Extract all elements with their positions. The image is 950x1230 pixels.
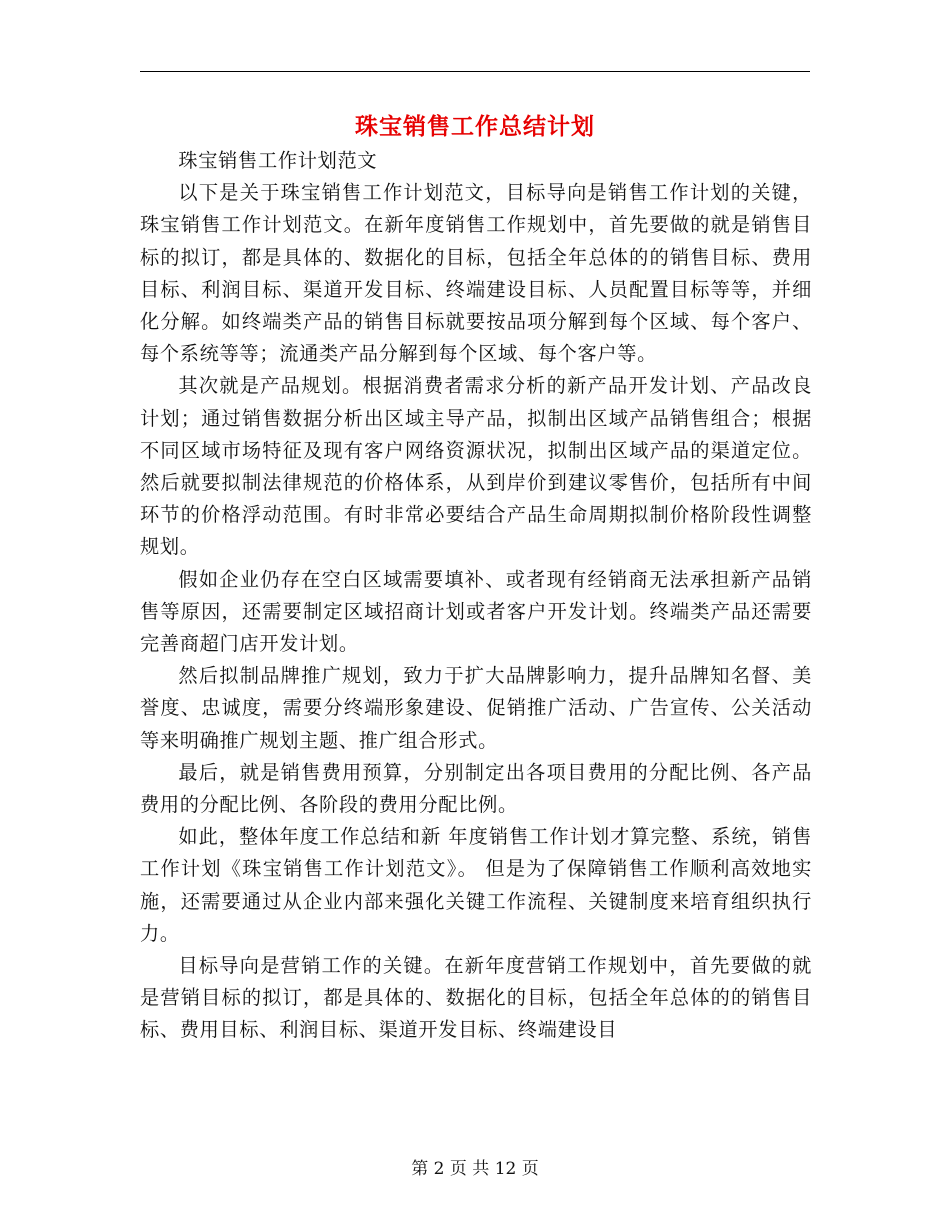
document-body (140, 145, 812, 1047)
page-number: 第 2 页 共 12 页 (411, 1159, 539, 1179)
paragraph: 其次就是产品规划。根据消费者需求分析的新产品开发计划、产品改良计划；通过销售数据分析出区域主导产品，拟制出区域产品销售组合；根据不同区域市场特征及现有客户网络资源状况，拟制出区域产品的渠道定位。然后就要拟制法律规范的价格体系，从到岸价到建议零售价，包括所有中间环节的价格浮动范围。有时非常必要结合产品生命周期拟制价格阶段性调整规划。 (140, 374, 812, 559)
paragraph: 如此，整体年度工作总结和新 年度销售工作计划才算完整、系统，销售工作计划《珠宝销售工作计划范文》。 但是为了保障销售工作顺利高效地实施，还需要通过从企业内部来强化关键工作流程、关键制度来培育组织执行力。 (140, 825, 812, 945)
paragraph: 最后，就是销售费用预算，分别制定出各项目费用的分配比例、各产品费用的分配比例、各阶段的费用分配比例。 (140, 760, 812, 817)
paragraph: 以下是关于珠宝销售工作计划范文，目标导向是销售工作计划的关键，珠宝销售工作计划范文。在新年度销售工作规划中，首先要做的就是销售目标的拟订，都是具体的、数据化的目标，包括全年总体的的销售目标、费用目标、利润目标、渠道开发目标、终端建设目标、人员配置目标等等，并细化分解。如终端类产品的销售目标就要按品项分解到每个区域、每个客户、每个系统等等；流通类产品分解到每个区域、每个客户等。 (140, 181, 812, 366)
document-title: 珠宝销售工作总结计划 (355, 113, 595, 140)
paragraph: 珠宝销售工作计划范文 (178, 149, 378, 172)
paragraph: 然后拟制品牌推广规划，致力于扩大品牌影响力，提升品牌知名督、美誉度、忠诚度，需要分终端形象建设、促销推广活动、广告宣传、公关活动等来明确推广规划主题、推广组合形式。 (140, 664, 812, 752)
paragraph: 假如企业仍存在空白区域需要填补、或者现有经销商无法承担新产品销售等原因，还需要制定区域招商计划或者客户开发计划。终端类产品还需要完善商超门店开发计划。 (140, 567, 812, 656)
header-rule (140, 71, 810, 72)
paragraph: 目标导向是营销工作的关键。在新年度营销工作规划中，首先要做的就是营销目标的拟订，都是具体的、数据化的目标，包括全年总体的的销售目标、费用目标、利润目标、渠道开发目标、终端建设目 (140, 954, 812, 1042)
